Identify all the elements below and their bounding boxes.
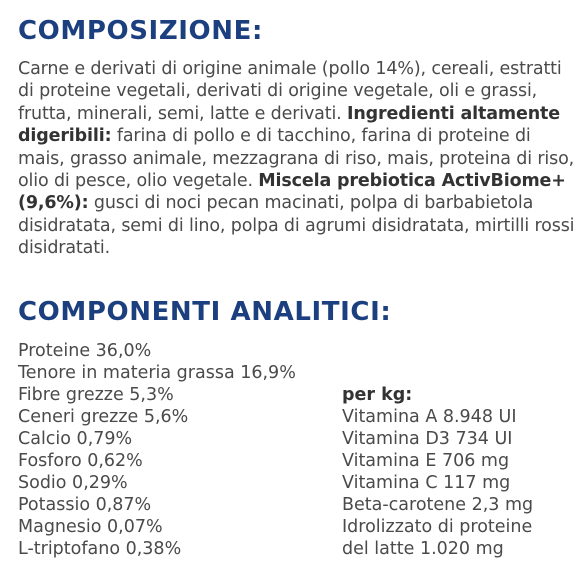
analytical-list-right [342, 384, 533, 560]
analytical-item: Fibre grezze 5,3% [18, 385, 174, 405]
analytical-components-heading: COMPONENTI ANALITICI: [18, 297, 392, 327]
composition-text [18, 58, 580, 260]
vitamin-item: Beta-carotene 2,3 mg [342, 495, 534, 515]
prebiotic-blend-label: Miscela prebiotica ActivBiome+ (9,6%): [18, 171, 566, 214]
analytical-item: Potassio 0,87% [18, 495, 152, 515]
vitamin-item: Vitamina A 8.948 UI [342, 407, 517, 427]
composition-segment-1: Carne e derivati di origine animale (pollo 14%), cereali, estratti di proteine vegetali, derivati di origine vegetale, oli e grassi, frutta, minerali, semi, latte e derivati. [18, 59, 562, 124]
vitamin-item: Vitamina E 706 mg [342, 451, 510, 471]
analytical-item: Tenore in materia grassa 16,9% [18, 363, 296, 383]
analytical-list-left [18, 340, 296, 560]
analytical-item: Fosforo 0,62% [18, 451, 143, 471]
highly-digestible-ingredients-label: Ingredienti altamente digeribili: [18, 103, 560, 147]
analytical-item: L-triptofano 0,38% [18, 539, 182, 559]
vitamin-item: Idrolizzato di proteine [342, 517, 533, 537]
analytical-item: Calcio 0,79% [18, 429, 133, 449]
vitamin-item: del latte 1.020 mg [342, 539, 504, 559]
analytical-item: Ceneri grezze 5,6% [18, 407, 189, 427]
composition-heading: COMPOSIZIONE: [18, 16, 263, 46]
analytical-item: Magnesio 0,07% [18, 517, 163, 537]
vitamin-item: Vitamina C 117 mg [342, 473, 511, 493]
composition-segment-3: farina di pollo e di tacchino, farina di proteine di mais, grasso animale, mezzagrana di riso, mais, proteina di riso, olio di pesce, olio vegetale. [18, 126, 575, 192]
analytical-item: Sodio 0,29% [18, 473, 128, 493]
vitamin-item: Vitamina D3 734 UI [342, 429, 513, 449]
analytical-item: Proteine 36,0% [18, 341, 152, 361]
per-kg-label: per kg: [342, 385, 413, 405]
composition-segment-5: gusci di noci pecan macinati, polpa di barbabietola disidratata, semi di lino, polpa di agrumi disidratata, mirtilli rossi disidratati. [18, 193, 575, 259]
